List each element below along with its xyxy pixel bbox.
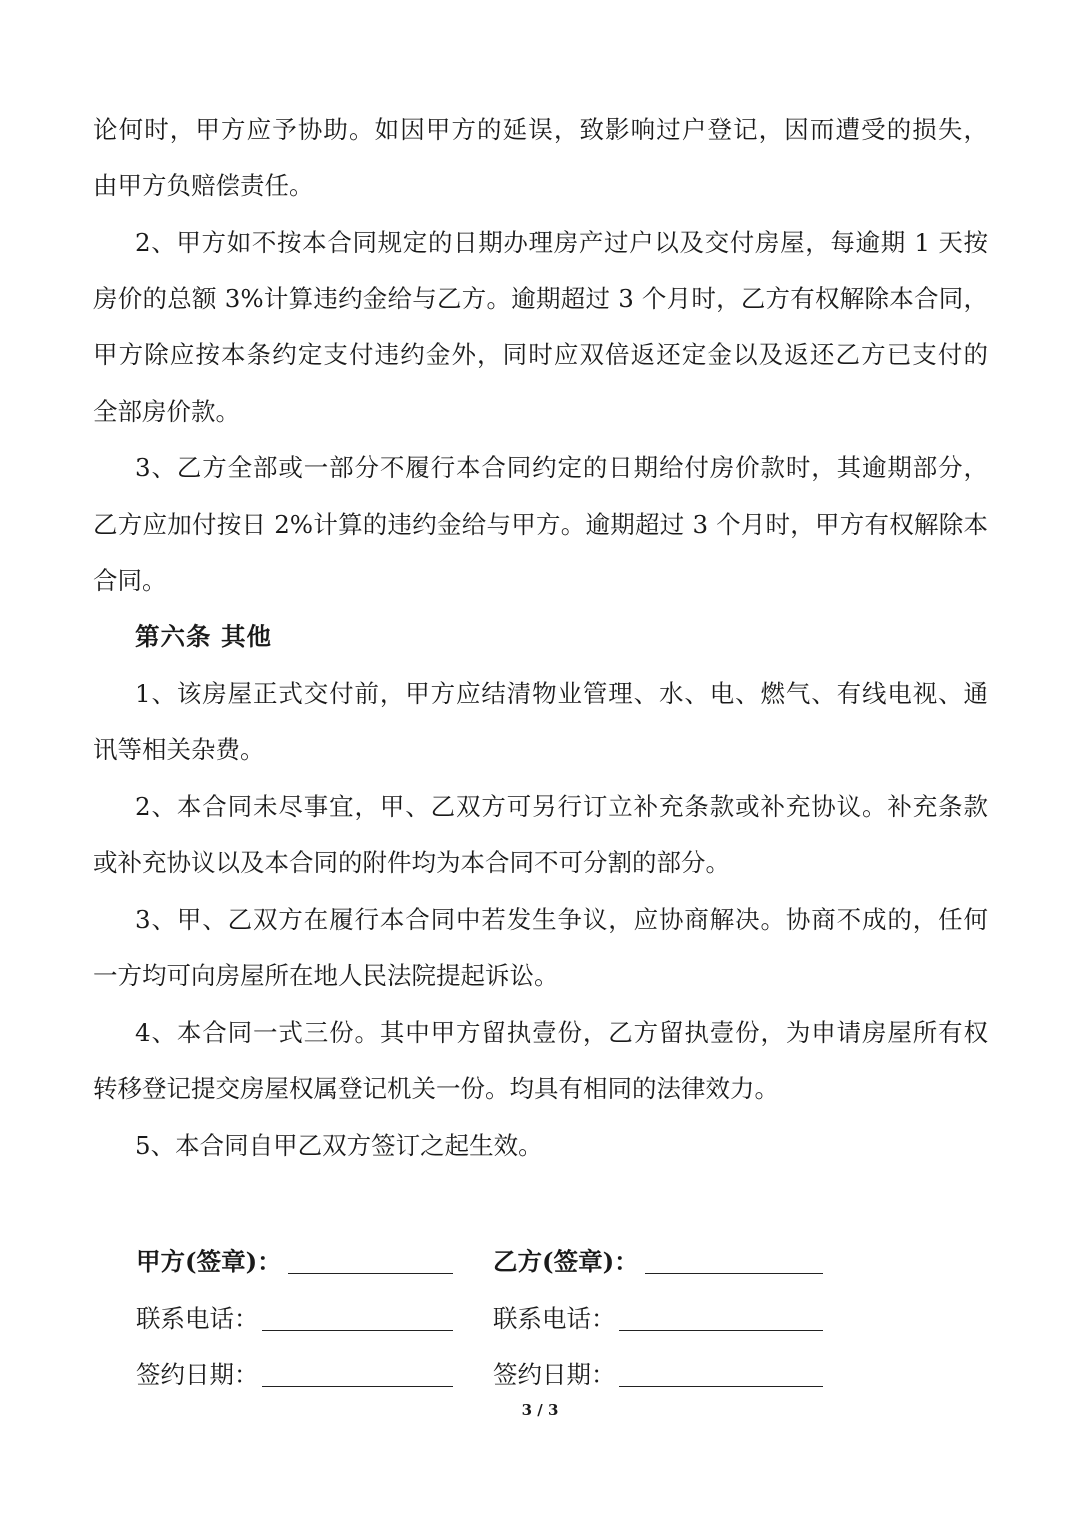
party-b-phone-label: 联系电话：	[493, 1304, 616, 1333]
clause-5-3-line: 3、乙方全部或一部分不履行本合同约定的日期给付房价款时，其逾期部分，	[135, 453, 988, 482]
section-heading: 第六条 其他	[135, 622, 273, 651]
text-line: 转移登记提交房屋权属登记机关一份。均具有相同的法律效力。	[93, 1074, 779, 1103]
page-number: 3 / 3	[521, 1401, 559, 1419]
clause-6-3-line: 3、甲、乙双方在履行本合同中若发生争议，应协商解决。协商不成的，任何	[135, 905, 988, 934]
party-b-date-line[interactable]	[619, 1386, 823, 1387]
clause-6-1-line: 1、该房屋正式交付前，甲方应结清物业管理、水、电、燃气、有线电视、通	[135, 679, 988, 708]
party-a-seal-label: 甲方(签章)：	[136, 1247, 282, 1276]
text-line: 讯等相关杂费。	[93, 735, 265, 764]
text-line: 一方均可向房屋所在地人民法院提起诉讼。	[93, 961, 559, 990]
text-line: 或补充协议以及本合同的附件均为本合同不可分割的部分。	[93, 848, 730, 877]
party-a-date-line[interactable]	[262, 1386, 453, 1387]
text-line: 甲方除应按本条约定支付违约金外，同时应双倍返还定金以及返还乙方已支付的	[93, 340, 988, 369]
clause-6-5-line: 5、本合同自甲乙双方签订之起生效。	[135, 1131, 543, 1160]
text-line: 房价的总额 3%计算违约金给与乙方。逾期超过 3 个月时，乙方有权解除本合同，	[93, 284, 988, 313]
party-a-date-label: 签约日期：	[136, 1360, 259, 1389]
text-line: 乙方应加付按日 2%计算的违约金给与甲方。逾期超过 3 个月时，甲方有权解除本	[93, 510, 988, 539]
party-a-seal-line[interactable]	[288, 1273, 453, 1274]
text-line: 论何时，甲方应予协助。如因甲方的延误，致影响过户登记，因而遭受的损失，	[93, 115, 988, 144]
party-a-phone-label: 联系电话：	[136, 1304, 259, 1333]
party-b-date-label: 签约日期：	[493, 1360, 616, 1389]
party-b-seal-label: 乙方(签章)：	[493, 1247, 639, 1276]
text-line: 全部房价款。	[93, 397, 240, 426]
text-line: 合同。	[93, 566, 167, 595]
party-a-phone-line[interactable]	[262, 1330, 453, 1331]
clause-6-4-line: 4、本合同一式三份。其中甲方留执壹份，乙方留执壹份，为申请房屋所有权	[135, 1018, 988, 1047]
text-line: 由甲方负赔偿责任。	[93, 171, 314, 200]
clause-5-2-line: 2、甲方如不按本合同规定的日期办理房产过户以及交付房屋，每逾期 1 天按	[135, 228, 988, 257]
clause-6-2-line: 2、本合同未尽事宜，甲、乙双方可另行订立补充条款或补充协议。补充条款	[135, 792, 988, 821]
party-b-seal-line[interactable]	[645, 1273, 823, 1274]
party-b-phone-line[interactable]	[619, 1330, 823, 1331]
